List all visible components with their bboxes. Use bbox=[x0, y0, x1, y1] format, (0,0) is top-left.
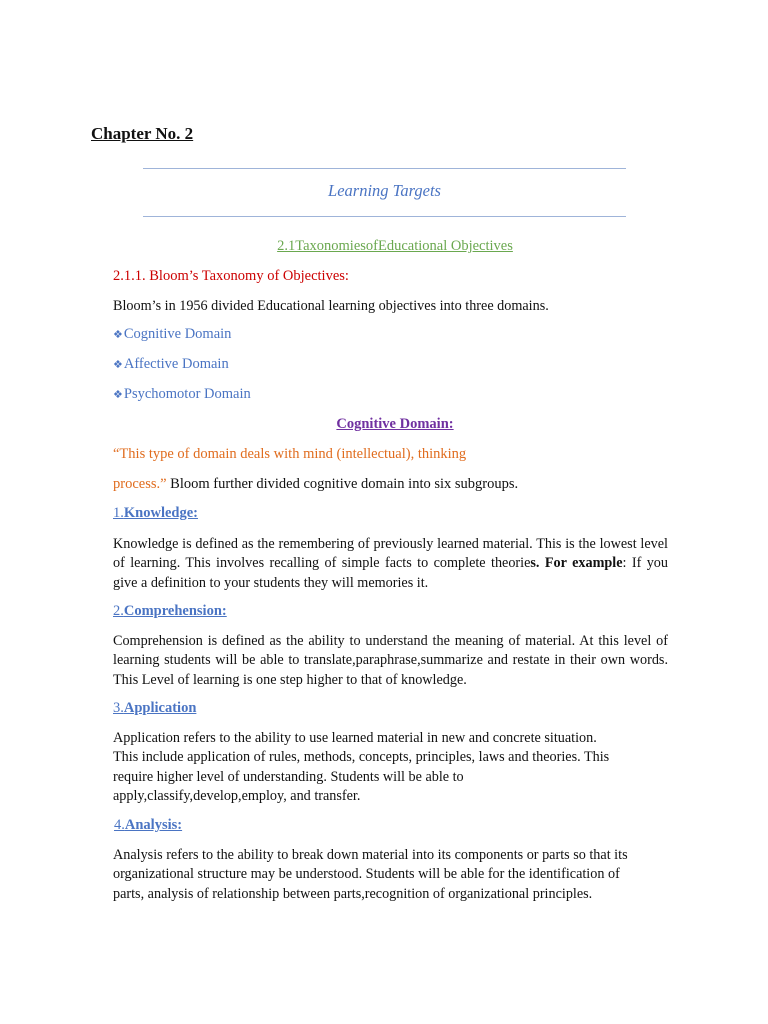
paragraph-line: require higher level of understanding. Students will be able to bbox=[113, 768, 464, 785]
domain-label: Psychomotor Domain bbox=[123, 386, 251, 402]
quote-end: process.” bbox=[113, 476, 167, 492]
quote-tail: Bloom further divided cognitive domain into six subgroups. bbox=[166, 476, 519, 492]
comprehension-heading bbox=[113, 603, 227, 620]
comprehension-paragraph: Comprehension is defined as the ability to understand the meaning of material. At this level of learning students will be able to translate,paraphrase,summarize and restate in their own words. This Level of learning is one step higher to that of knowledge. bbox=[113, 633, 668, 688]
analysis-paragraph bbox=[113, 846, 668, 904]
paragraph-line: organizational structure may be understood. Students will be able for the identification of bbox=[113, 866, 620, 883]
domain-list-item bbox=[113, 386, 251, 403]
section-heading: 2.1TaxonomiesofEducational Objectives bbox=[277, 238, 513, 254]
domain-label: Affective Domain bbox=[123, 356, 229, 372]
domain-list-item bbox=[113, 356, 229, 373]
chapter-title: Chapter No. 2 bbox=[91, 124, 194, 143]
paragraph-line: Analysis refers to the ability to break down material into its components or parts so that its bbox=[113, 847, 628, 863]
paragraph-line: parts, analysis of relationship between parts,recognition of organizational principles. bbox=[113, 885, 593, 902]
domain-label: Cognitive Domain bbox=[123, 326, 232, 342]
application-heading bbox=[113, 700, 196, 717]
paragraph-line: This include application of rules, methods, concepts, principles, laws and theories. This bbox=[113, 749, 610, 766]
analysis-heading bbox=[114, 817, 182, 834]
diamond-bullet-icon: ❖ bbox=[113, 358, 123, 371]
paragraph-text: Knowledge is defined as the remembering of previously learned material. This is the lowest level of learning. This involves recalling of simple facts to complete theorie bbox=[113, 536, 668, 572]
paragraph-line: apply,classify,develop,employ, and transfer. bbox=[113, 787, 361, 804]
knowledge-heading bbox=[113, 505, 198, 522]
title-rule-bottom bbox=[143, 216, 626, 217]
section-number: 1. bbox=[113, 505, 124, 521]
cognitive-domain-heading: Cognitive Domain: bbox=[336, 416, 454, 432]
section-title: Analysis: bbox=[124, 817, 183, 833]
section-number: 4. bbox=[114, 817, 125, 833]
intro-paragraph: Bloom’s in 1956 divided Educational learning objectives into three domains. bbox=[113, 298, 549, 314]
paragraph-text: : If you give a definition to your students they will memories it. bbox=[113, 555, 668, 591]
section-number: 2. bbox=[113, 603, 124, 619]
diamond-bullet-icon: ❖ bbox=[113, 328, 123, 341]
knowledge-paragraph bbox=[113, 535, 668, 593]
section-title: Application bbox=[123, 700, 197, 716]
diamond-bullet-icon: ❖ bbox=[113, 388, 123, 401]
title-rule-top bbox=[143, 168, 626, 169]
section-title: Knowledge: bbox=[123, 505, 198, 521]
cognitive-quote-line2 bbox=[113, 476, 518, 493]
paragraph-line: Application refers to the ability to use learned material in new and concrete situation. bbox=[113, 730, 597, 746]
section-title: Comprehension: bbox=[123, 603, 227, 619]
domain-list-item bbox=[113, 326, 231, 343]
paragraph-bold-text: s. For example bbox=[530, 555, 623, 572]
cognitive-quote-line1: “This type of domain deals with mind (intellectual), thinking bbox=[113, 446, 467, 462]
section-number: 3. bbox=[113, 700, 124, 716]
document-title: Learning Targets bbox=[328, 181, 441, 200]
sub-heading: 2.1.1. Bloom’s Taxonomy of Objectives: bbox=[113, 268, 349, 284]
application-paragraph bbox=[113, 729, 668, 806]
